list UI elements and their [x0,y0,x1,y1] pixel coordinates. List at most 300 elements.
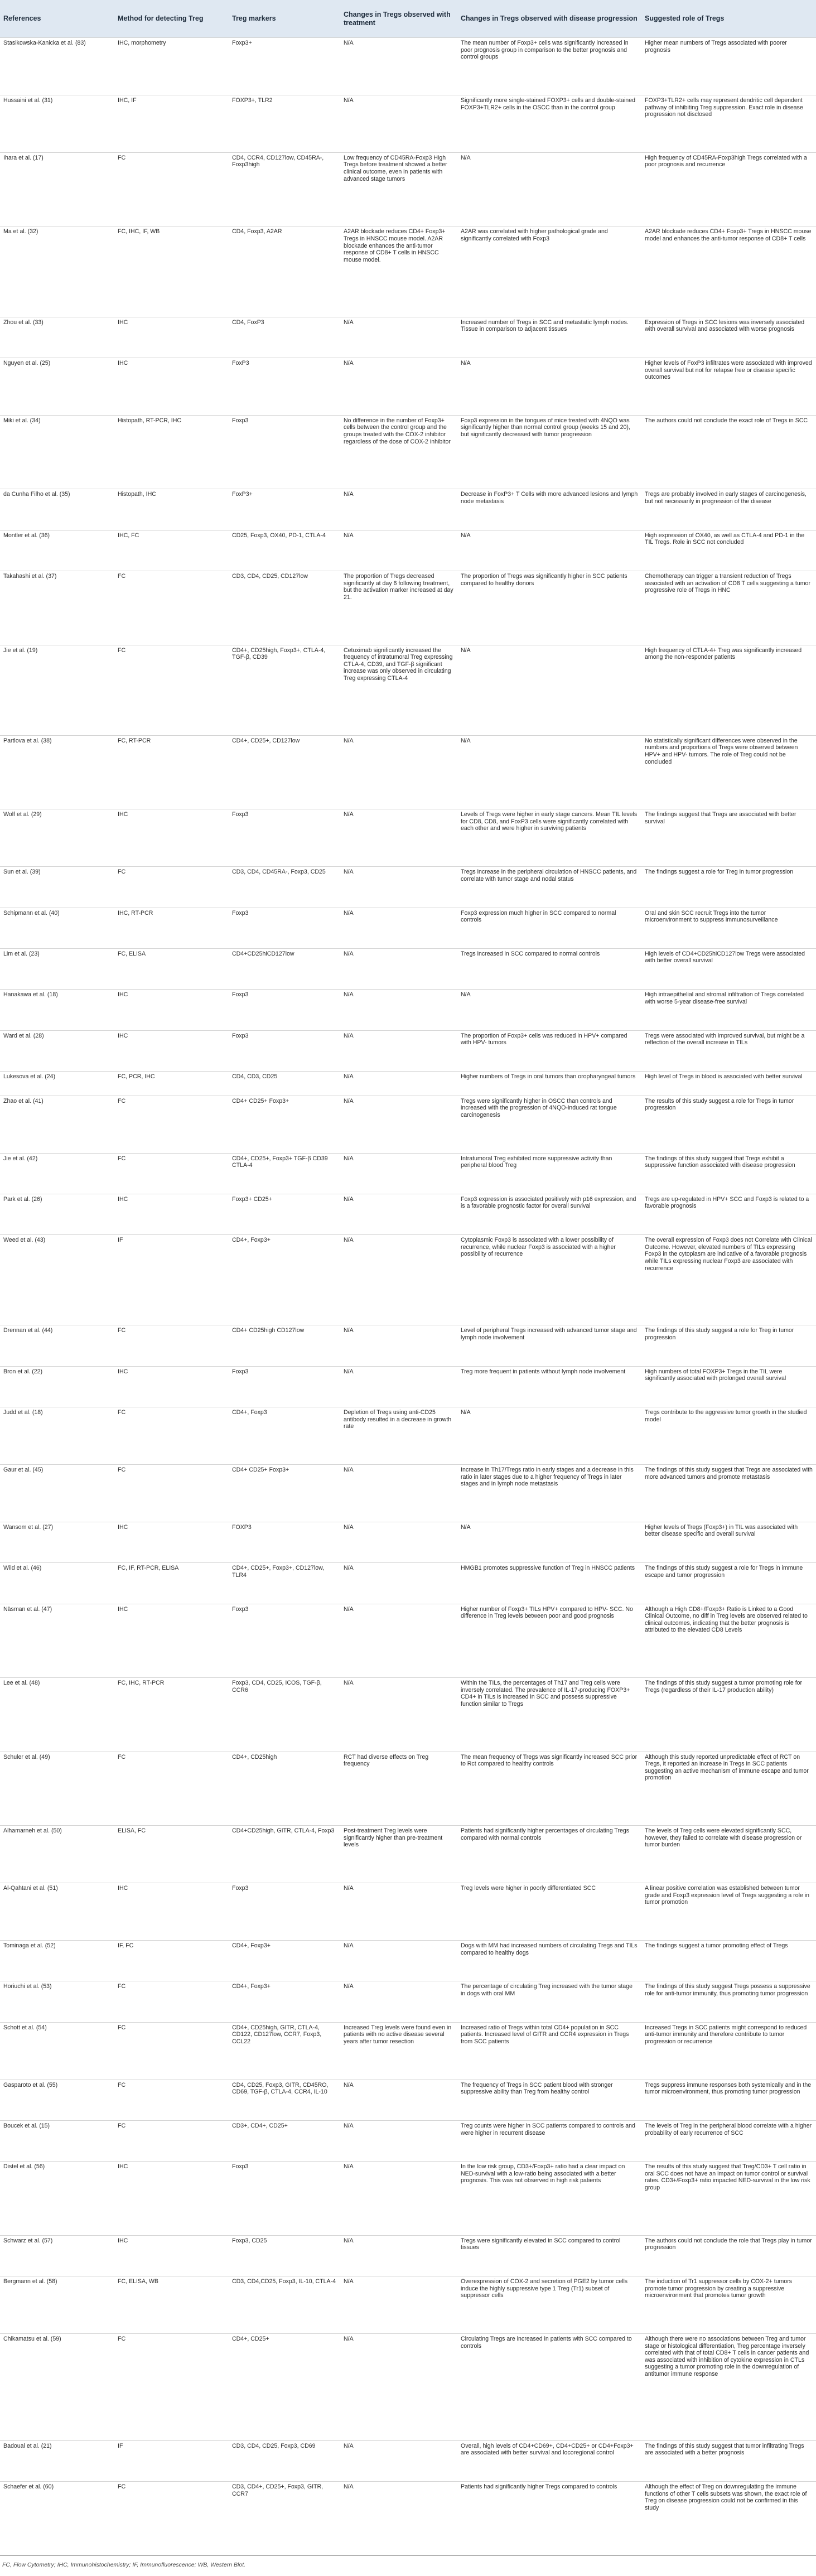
reference-cell: Näsman et al. (47) [0,1604,114,1678]
treatment-changes-cell: N/A [340,948,457,989]
suggested-role-cell: High numbers of total FOXP3+ Tregs in the TIL were significantly associated with prolonged overall survival [641,1366,816,1407]
treatment-changes-cell: N/A [340,489,457,530]
table-row [0,95,816,152]
progression-changes-cell: Tregs were significantly elevated in SCC compared to control tissues [457,2235,641,2276]
reference-cell: Zhou et al. (33) [0,317,114,358]
markers-cell: Foxp3, CD25 [229,2235,340,2276]
reference-cell: Lim et al. (23) [0,948,114,989]
treatment-changes-cell: N/A [340,2162,457,2236]
table-row [0,1325,816,1366]
markers-cell: CD4+, Foxp3+ [229,1235,340,1325]
markers-cell: CD3, CD4+, CD25+, Foxp3, GITR, CCR7 [229,2482,340,2556]
table-row [0,645,816,735]
header-changes-treatment: Changes in Tregs observed with treatment [340,0,457,38]
method-cell: Histopath, RT-PCR, IHC [114,415,229,489]
reference-cell: Schwarz et al. (57) [0,2235,114,2276]
method-cell: FC [114,2080,229,2120]
reference-cell: Bergmann et al. (58) [0,2276,114,2334]
markers-cell: FOXP3 [229,1522,340,1562]
suggested-role-cell: Higher levels of Tregs (Foxp3+) in TIL was associated with better disease specific and overall survival [641,1522,816,1562]
table-row [0,1030,816,1071]
table-row [0,2235,816,2276]
reference-cell: Stasikowska-Kanicka et al. (83) [0,38,114,95]
markers-cell: CD4+, CD25high [229,1752,340,1826]
markers-cell: CD4, FoxP3 [229,317,340,358]
treatment-changes-cell: N/A [340,1522,457,1562]
method-cell: FC, PCR, IHC [114,1071,229,1096]
reference-cell: Alhamarneh et al. (50) [0,1826,114,1883]
progression-changes-cell: N/A [457,1522,641,1562]
method-cell: FC [114,2022,229,2080]
treatment-changes-cell: N/A [340,1235,457,1325]
treatment-changes-cell: N/A [340,1153,457,1194]
header-changes-progression: Changes in Tregs observed with disease progression [457,0,641,38]
markers-cell: Foxp3 [229,908,340,948]
reference-cell: Wild et al. (46) [0,1563,114,1604]
method-cell: IHC, FC [114,530,229,571]
progression-changes-cell: N/A [457,1407,641,1465]
progression-changes-cell: Higher number of Foxp3+ TILs HPV+ compared to HPV- SCC. No difference in Treg levels between poor and good prognosis [457,1604,641,1678]
reference-cell: Takahashi et al. (37) [0,571,114,645]
suggested-role-cell: The findings of this study suggest that Tregs are associated with more advanced tumors and promote metastasis [641,1464,816,1522]
progression-changes-cell: N/A [457,645,641,735]
method-cell: IHC [114,990,229,1030]
progression-changes-cell: Increased number of Tregs in SCC and metastatic lymph nodes. Tissue in comparison to adjacent tissues [457,317,641,358]
method-cell: FC [114,1153,229,1194]
progression-changes-cell: Higher numbers of Tregs in oral tumors than oropharyngeal tumors [457,1071,641,1096]
suggested-role-cell: Higher mean numbers of Tregs associated with poorer prognosis [641,38,816,95]
reference-cell: Lee et al. (48) [0,1678,114,1752]
reference-cell: Montler et al. (36) [0,530,114,571]
method-cell: IHC [114,358,229,415]
treatment-changes-cell: N/A [340,530,457,571]
suggested-role-cell: A linear positive correlation was established between tumor grade and Foxp3 expression level of Tregs suggesting a role in tumor promotion [641,1883,816,1941]
markers-cell: CD4+, Foxp3+ [229,1981,340,2022]
header-treg-markers: Treg markers [229,0,340,38]
table-row [0,2162,816,2236]
treatment-changes-cell: N/A [340,990,457,1030]
reference-cell: Schipmann et al. (40) [0,908,114,948]
table-row [0,2440,816,2481]
markers-cell: CD4+, CD25+ [229,2334,340,2441]
reference-cell: Hussaini et al. (31) [0,95,114,152]
progression-changes-cell: Patients had significantly higher Tregs compared to controls [457,2482,641,2556]
treatment-changes-cell: N/A [340,1981,457,2022]
method-cell: Histopath, IHC [114,489,229,530]
markers-cell: CD3+, CD4+, CD25+ [229,2120,340,2161]
method-cell: ELISA, FC [114,1826,229,1883]
suggested-role-cell: Expression of Tregs in SCC lesions was inversely associated with overall survival and associated with worse prognosis [641,317,816,358]
markers-cell: CD4+, CD25high, GITR, CTLA-4, CD122, CD127low, CCR7, Foxp3, CCL22 [229,2022,340,2080]
table-row [0,1826,816,1883]
reference-cell: Horiuchi et al. (53) [0,1981,114,2022]
method-cell: IF, FC [114,1941,229,1981]
treatment-changes-cell: A2AR blockade reduces CD4+ Foxp3+ Tregs in HNSCC mouse model. A2AR blockade enhances the anti-tumor response of CD8+ T cells in HNSCC mouse model. [340,226,457,317]
method-cell: FC, IF, RT-PCR, ELISA [114,1563,229,1604]
progression-changes-cell: The proportion of Tregs was significantly higher in SCC patients compared to healthy donors [457,571,641,645]
markers-cell: Foxp3+ CD25+ [229,1194,340,1234]
table-row [0,152,816,226]
progression-changes-cell: Significantly more single-stained FOXP3+ cells and double-stained FOXP3+TLR2+ cells in the OSCC than in the control group [457,95,641,152]
suggested-role-cell: Tregs were associated with improved survival, but might be a reflection of the overall increase in TILs [641,1030,816,1071]
treatment-changes-cell: RCT had diverse effects on Treg frequency [340,1752,457,1826]
markers-cell: CD4+ CD25high CD127low [229,1325,340,1366]
markers-cell: Foxp3 [229,1604,340,1678]
suggested-role-cell: High intraepithelial and stromal infiltration of Tregs correlated with worse 5-year disease-free survival [641,990,816,1030]
markers-cell: CD4+ CD25+ Foxp3+ [229,1464,340,1522]
treatment-changes-cell: N/A [340,95,457,152]
method-cell: FC [114,1752,229,1826]
markers-cell: FoxP3+ [229,489,340,530]
treatment-changes-cell: N/A [340,1325,457,1366]
progression-changes-cell: Patients had significantly higher percentages of circulating Tregs compared with normal controls [457,1826,641,1883]
suggested-role-cell: The authors could not conclude the exact role of Tregs in SCC [641,415,816,489]
suggested-role-cell: A2AR blockade reduces CD4+ Foxp3+ Tregs in HNSCC mouse model and enhances the anti-tumor response of CD8+ T cells [641,226,816,317]
suggested-role-cell: The findings suggest a tumor promoting effect of Tregs [641,1941,816,1981]
table-row [0,1096,816,1153]
treatment-changes-cell: N/A [340,1030,457,1071]
progression-changes-cell: Foxp3 expression much higher in SCC compared to normal controls [457,908,641,948]
markers-cell: Foxp3 [229,990,340,1030]
suggested-role-cell: High levels of CD4+CD25hiCD127low Tregs were associated with better overall survival [641,948,816,989]
method-cell: IHC [114,1030,229,1071]
reference-cell: da Cunha Filho et al. (35) [0,489,114,530]
markers-cell: FoxP3 [229,358,340,415]
treatment-changes-cell: N/A [340,38,457,95]
header-suggested-role: Suggested role of Tregs [641,0,816,38]
table-row [0,1752,816,1826]
suggested-role-cell: The authors could not conclude the role that Tregs play in tumor progression [641,2235,816,2276]
reference-cell: Partlova et al. (38) [0,735,114,809]
method-cell: FC, IHC, RT-PCR [114,1678,229,1752]
treatment-changes-cell: N/A [340,867,457,908]
suggested-role-cell: High frequency of CTLA-4+ Treg was significantly increased among the non-responder patients [641,645,816,735]
table-row [0,1153,816,1194]
suggested-role-cell: Tregs are probably involved in early stages of carcinogenesis, but not necessarily in progression of the disease [641,489,816,530]
method-cell: FC, ELISA [114,948,229,989]
method-cell: FC [114,1981,229,2022]
markers-cell: CD4+CD25hiCD127low [229,948,340,989]
method-cell: IHC, morphometry [114,38,229,95]
table-row [0,1407,816,1465]
table-row [0,2022,816,2080]
suggested-role-cell: The findings of this study suggest Tregs possess a suppressive role for anti-tumor immunity, thus promoting tumor progression [641,1981,816,2022]
progression-changes-cell: Dogs with MM had increased numbers of circulating Tregs and TILs compared to healthy dogs [457,1941,641,1981]
reference-cell: Nguyen et al. (25) [0,358,114,415]
markers-cell: CD4, CD3, CD25 [229,1071,340,1096]
reference-cell: Distel et al. (56) [0,2162,114,2236]
markers-cell: CD3, CD4, CD25, CD127low [229,571,340,645]
table-row [0,571,816,645]
progression-changes-cell: The mean frequency of Tregs was significantly increased SCC prior to Rct compared to healthy controls [457,1752,641,1826]
method-cell: FC [114,1325,229,1366]
suggested-role-cell: The findings suggest a role for Treg in tumor progression [641,867,816,908]
reference-cell: Ihara et al. (17) [0,152,114,226]
table-row [0,948,816,989]
suggested-role-cell: The findings suggest that Tregs are associated with better survival [641,809,816,867]
markers-cell: CD3, CD4,CD25, Foxp3, IL-10, CTLA-4 [229,2276,340,2334]
progression-changes-cell: The percentage of circulating Treg increased with the tumor stage in dogs with oral MM [457,1981,641,2022]
treatment-changes-cell: N/A [340,2276,457,2334]
suggested-role-cell: The induction of Tr1 suppressor cells by COX-2+ tumors promote tumor progression by creating a suppressive microenvironment that promotes tumor growth [641,2276,816,2334]
treatment-changes-cell: N/A [340,317,457,358]
table-row [0,1464,816,1522]
suggested-role-cell: Oral and skin SCC recruit Tregs into the tumor microenvironment to suppress immunosurveillance [641,908,816,948]
table-body [0,38,816,2556]
method-cell: FC [114,1464,229,1522]
markers-cell: CD4, CD25, Foxp3, GITR, CD45RO, CD69, TGF-β, CTLA-4, CCR4, IL-10 [229,2080,340,2120]
reference-cell: Jie et al. (42) [0,1153,114,1194]
treatment-changes-cell: N/A [340,358,457,415]
treatment-changes-cell: N/A [340,1604,457,1678]
reference-cell: Al-Qahtani et al. (51) [0,1883,114,1941]
markers-cell: CD4+ CD25+ Foxp3+ [229,1096,340,1153]
progression-changes-cell: Increase in Th17/Tregs ratio in early stages and a decrease in this ratio in later stages due to a higher frequency of Tregs in later stages and in lymph node metastasis [457,1464,641,1522]
method-cell: FC [114,2120,229,2161]
reference-cell: Badoual et al. (21) [0,2440,114,2481]
progression-changes-cell: N/A [457,358,641,415]
method-cell: IHC [114,317,229,358]
table-row [0,1941,816,1981]
treatment-changes-cell: N/A [340,1096,457,1153]
progression-changes-cell: Overexpression of COX-2 and secretion of PGE2 by tumor cells induce the highly suppressive type 1 Treg (Tr1) subset of suppressor cells [457,2276,641,2334]
table-row [0,1071,816,1096]
treatment-changes-cell: N/A [340,2482,457,2556]
markers-cell: CD4+, CD25+, Foxp3+, CD127low, TLR4 [229,1563,340,1604]
method-cell: IHC [114,1366,229,1407]
progression-changes-cell: Circulating Tregs are increased in patients with SCC compared to controls [457,2334,641,2441]
method-cell: FC [114,645,229,735]
markers-cell: Foxp3+ [229,38,340,95]
method-cell: FC [114,1407,229,1465]
markers-cell: CD25, Foxp3, OX40, PD-1, CTLA-4 [229,530,340,571]
suggested-role-cell: The results of this study suggest a role for Tregs in tumor progression [641,1096,816,1153]
table-row [0,1678,816,1752]
progression-changes-cell: N/A [457,990,641,1030]
markers-cell: Foxp3 [229,1883,340,1941]
method-cell: FC [114,2334,229,2441]
table-row [0,1981,816,2022]
suggested-role-cell: High frequency of CD45RA-Foxp3high Tregs correlated with a poor prognosis and recurrence [641,152,816,226]
table-row [0,489,816,530]
reference-cell: Ma et al. (32) [0,226,114,317]
suggested-role-cell: Chemotherapy can trigger a transient reduction of Tregs associated with an activation of CD8 T cells suggesting a tumor progressive role of Tregs in HNC [641,571,816,645]
table-row [0,1194,816,1234]
markers-cell: Foxp3 [229,809,340,867]
reference-cell: Hanakawa et al. (18) [0,990,114,1030]
reference-cell: Boucek et al. (15) [0,2120,114,2161]
reference-cell: Sun et al. (39) [0,867,114,908]
reference-cell: Lukesova et al. (24) [0,1071,114,1096]
suggested-role-cell: Tregs suppress immune responses both systemically and in the tumor microenvironment, thus promoting tumor progression [641,2080,816,2120]
method-cell: FC [114,867,229,908]
suggested-role-cell: Although a High CD8+/Foxp3+ Ratio is Linked to a Good Clinical Outcome, no diff in Treg levels are observed related to clinical outcomes, indicating that the better prognosis is attributed to the elevated CD8 Levels [641,1604,816,1678]
method-cell: FC, IHC, IF, WB [114,226,229,317]
reference-cell: Bron et al. (22) [0,1366,114,1407]
treatment-changes-cell: N/A [340,908,457,948]
header-method: Method for detecting Treg [114,0,229,38]
markers-cell: Foxp3 [229,1366,340,1407]
progression-changes-cell: Overall, high levels of CD4+CD69+, CD4+CD25+ or CD4+Foxp3+ are associated with better survival and locoregional control [457,2440,641,2481]
markers-cell: CD4+, CD25high, Foxp3+, CTLA-4, TGF-β, CD39 [229,645,340,735]
progression-changes-cell: Treg more frequent in patients without lymph node involvement [457,1366,641,1407]
table-row [0,1235,816,1325]
progression-changes-cell: Treg levels were higher in poorly differentiated SCC [457,1883,641,1941]
progression-changes-cell: N/A [457,530,641,571]
method-cell: IF [114,1235,229,1325]
table-row [0,2080,816,2120]
progression-changes-cell: Levels of Tregs were higher in early stage cancers. Mean TIL levels for CD8, CD8, and FoxP3 cells were significantly correlated with each other and were higher in surviving patients [457,809,641,867]
progression-changes-cell: Tregs increase in the peripheral circulation of HNSCC patients, and correlate with tumor stage and nodal status [457,867,641,908]
table-row [0,415,816,489]
table-row [0,317,816,358]
progression-changes-cell: Tregs increased in SCC compared to normal controls [457,948,641,989]
table-row [0,809,816,867]
table-row [0,2482,816,2556]
reference-cell: Schott et al. (54) [0,2022,114,2080]
progression-changes-cell: Intratumoral Treg exhibited more suppressive activity than peripheral blood Treg [457,1153,641,1194]
reference-cell: Wolf et al. (29) [0,809,114,867]
method-cell: IHC [114,1194,229,1234]
table-header-row [0,0,816,38]
method-cell: IHC [114,1522,229,1562]
header-references: References [0,0,114,38]
treatment-changes-cell: N/A [340,1071,457,1096]
reference-cell: Ward et al. (28) [0,1030,114,1071]
suggested-role-cell: The results of this study suggest that Treg/CD3+ T cell ratio in oral SCC does not have an impact on tumor control or survival rates. CD3+/Foxp3+ ratio impacted NED-survival in the low risk group [641,2162,816,2236]
progression-changes-cell: Within the TILs, the percentages of Th17 and Treg cells were inversely correlated. The prevalence of IL-17-producing FOXP3+ CD4+ in TILs is increased in SCC and possess suppressive function similar to Tregs [457,1678,641,1752]
table-row [0,908,816,948]
progression-changes-cell: Tregs were significantly higher in OSCC than controls and increased with the progression of 4NQO-induced rat tongue carcinogenesis [457,1096,641,1153]
markers-cell: Foxp3 [229,1030,340,1071]
suggested-role-cell: The levels of Treg in the peripheral blood correlate with a higher probability of early recurrence of SCC [641,2120,816,2161]
suggested-role-cell: The findings of this study suggest that Tregs exhibit a suppressive function associated with disease progression [641,1153,816,1194]
table-row [0,2276,816,2334]
reference-cell: Wansom et al. (27) [0,1522,114,1562]
suggested-role-cell: FOXP3+TLR2+ cells may represent dendritic cell dependent pathway of inhibiting Treg suppression. Exact role in disease progression not disclosed [641,95,816,152]
progression-changes-cell: HMGB1 promotes suppressive function of Treg in HNSCC patients [457,1563,641,1604]
suggested-role-cell: Although this study reported unpredictable effect of RCT on Tregs, it reported an increase in Tregs in SCC patients suggesting an active mechanism of immune escape and tumor promotion [641,1752,816,1826]
method-cell: IHC [114,2235,229,2276]
treatment-changes-cell: N/A [340,1464,457,1522]
suggested-role-cell: No statistically significant differences were observed in the numbers and proportions of Tregs were observed between HPV+ and HPV- tumors. The role of Treg could not be concluded [641,735,816,809]
treatment-changes-cell: N/A [340,1563,457,1604]
treatment-changes-cell: N/A [340,2334,457,2441]
suggested-role-cell: Although there were no associations between Treg and tumor stage or histological differentiation, Treg percentage inversely correlated with that of total CD8+ T cells in cancer patients and was associated with inhibition of cytokine expression in CTLs suggesting a tumor promoting role in the downregulation of antitumor immune response [641,2334,816,2441]
treatment-changes-cell: N/A [340,1883,457,1941]
markers-cell: Foxp3 [229,415,340,489]
progression-changes-cell: A2AR was correlated with higher pathological grade and significantly correlated with Foxp3 [457,226,641,317]
reference-cell: Jie et al. (19) [0,645,114,735]
reference-cell: Zhao et al. (41) [0,1096,114,1153]
treatment-changes-cell: N/A [340,2440,457,2481]
table-row [0,38,816,95]
suggested-role-cell: Tregs contribute to the aggressive tumor growth in the studied model [641,1407,816,1465]
method-cell: IHC [114,1604,229,1678]
method-cell: FC [114,152,229,226]
reference-cell: Schuler et al. (49) [0,1752,114,1826]
progression-changes-cell: The proportion of Foxp3+ cells was reduced in HPV+ compared with HPV- tumors [457,1030,641,1071]
method-cell: IHC, RT-PCR [114,908,229,948]
method-cell: FC, ELISA, WB [114,2276,229,2334]
table-row [0,2334,816,2441]
table-row [0,1883,816,1941]
suggested-role-cell: Although the effect of Treg on downregulating the immune functions of other T cells subsets was shown, the exact role of Treg on disease progression could not be confirmed in this study [641,2482,816,2556]
markers-cell: CD4, CCR4, CD127low, CD45RA-, Foxp3high [229,152,340,226]
treatment-changes-cell: Cetuximab significantly increased the frequency of intratumoral Treg expressing CTLA-4, CD39, and TGF-β significant increase was only observed in circulating Treg expressing CTLA-4 [340,645,457,735]
markers-cell: CD4+, Foxp3 [229,1407,340,1465]
table-row [0,1522,816,1562]
method-cell: IF [114,2440,229,2481]
progression-changes-cell: N/A [457,152,641,226]
table-row [0,867,816,908]
reference-cell: Drennan et al. (44) [0,1325,114,1366]
progression-changes-cell: Level of peripheral Tregs increased with advanced tumor stage and lymph node involvement [457,1325,641,1366]
markers-cell: CD4+, CD25+, CD127low [229,735,340,809]
treatment-changes-cell: N/A [340,735,457,809]
suggested-role-cell: The findings of this study suggest that tumor infiltrating Tregs are associated with a better prognosis [641,2440,816,2481]
suggested-role-cell: High expression of OX40, as well as CTLA-4 and PD-1 in the TIL Tregs. Role in SCC not concluded [641,530,816,571]
markers-cell: Foxp3 [229,2162,340,2236]
table-footnote: FC, Flow Cytometry; IHC, Immunohistochemistry; IF, Immunofluorescence; WB, Western Blot. [2,2561,246,2568]
progression-changes-cell: N/A [457,735,641,809]
markers-cell: CD4, Foxp3, A2AR [229,226,340,317]
markers-cell: CD3, CD4, CD25, Foxp3, CD69 [229,2440,340,2481]
suggested-role-cell: Higher levels of FoxP3 infiltrates were associated with improved overall survival but not for relapse free or disease specific outcomes [641,358,816,415]
reference-cell: Park et al. (26) [0,1194,114,1234]
markers-cell: CD3, CD4, CD45RA-, Foxp3, CD25 [229,867,340,908]
table-row [0,735,816,809]
method-cell: IHC [114,1883,229,1941]
suggested-role-cell: The levels of Treg cells were elevated significantly SCC, however, they failed to correlate with disease progression or tumor burden [641,1826,816,1883]
treatment-changes-cell: N/A [340,1366,457,1407]
suggested-role-cell: Tregs are up-regulated in HPV+ SCC and Foxp3 is related to a favorable prognosis [641,1194,816,1234]
progression-changes-cell: Increased ratio of Tregs within total CD4+ population in SCC patients. Increased level of GITR and CCR4 expression in Tregs from SCC patients [457,2022,641,2080]
markers-cell: FOXP3+, TLR2 [229,95,340,152]
treatment-changes-cell: N/A [340,2235,457,2276]
method-cell: IHC [114,2162,229,2236]
reference-cell: Judd et al. (18) [0,1407,114,1465]
suggested-role-cell: The findings of this study suggest a role for Treg in tumor progression [641,1325,816,1366]
treatment-changes-cell: N/A [340,2120,457,2161]
suggested-role-cell: The findings of this study suggest a role for Tregs in immune escape and tumor progression [641,1563,816,1604]
progression-changes-cell: The frequency of Tregs in SCC patient blood with stronger suppressive ability than Treg from healthy control [457,2080,641,2120]
method-cell: FC, RT-PCR [114,735,229,809]
suggested-role-cell: The findings of this study suggest a tumor promoting role for Tregs (regardless of their IL-17 production ability) [641,1678,816,1752]
method-cell: IHC, IF [114,95,229,152]
table-row [0,990,816,1030]
treatment-changes-cell: N/A [340,1678,457,1752]
method-cell: IHC [114,809,229,867]
markers-cell: CD4+, CD25+, Foxp3+ TGF-β CD39 CTLA-4 [229,1153,340,1194]
reference-cell: Gasparoto et al. (55) [0,2080,114,2120]
progression-changes-cell: Treg counts were higher in SCC patients compared to controls and were higher in recurrent disease [457,2120,641,2161]
table-row [0,2120,816,2161]
treatment-changes-cell: Post-treatment Treg levels were significantly higher than pre-treatment levels [340,1826,457,1883]
treatment-changes-cell: N/A [340,809,457,867]
markers-cell: Foxp3, CD4, CD25, ICOS, TGF-β, CCR6 [229,1678,340,1752]
reference-cell: Schaefer et al. (60) [0,2482,114,2556]
progression-changes-cell: Foxp3 expression is associated positively with p16 expression, and is a favorable prognostic factor for overall survival [457,1194,641,1234]
reference-cell: Chikamatsu et al. (59) [0,2334,114,2441]
suggested-role-cell: Increased Tregs in SCC patients might correspond to reduced anti-tumor immunity and therefore contribute to tumor progression or recurrence [641,2022,816,2080]
suggested-role-cell: High level of Tregs in blood is associated with better survival [641,1071,816,1096]
method-cell: FC [114,1096,229,1153]
treatment-changes-cell: The proportion of Tregs decreased significantly at day 6 following treatment, but the activation marker increased at day 21. [340,571,457,645]
reference-cell: Weed et al. (43) [0,1235,114,1325]
markers-cell: CD4+CD25high, GITR, CTLA-4, Foxp3 [229,1826,340,1883]
method-cell: FC [114,571,229,645]
